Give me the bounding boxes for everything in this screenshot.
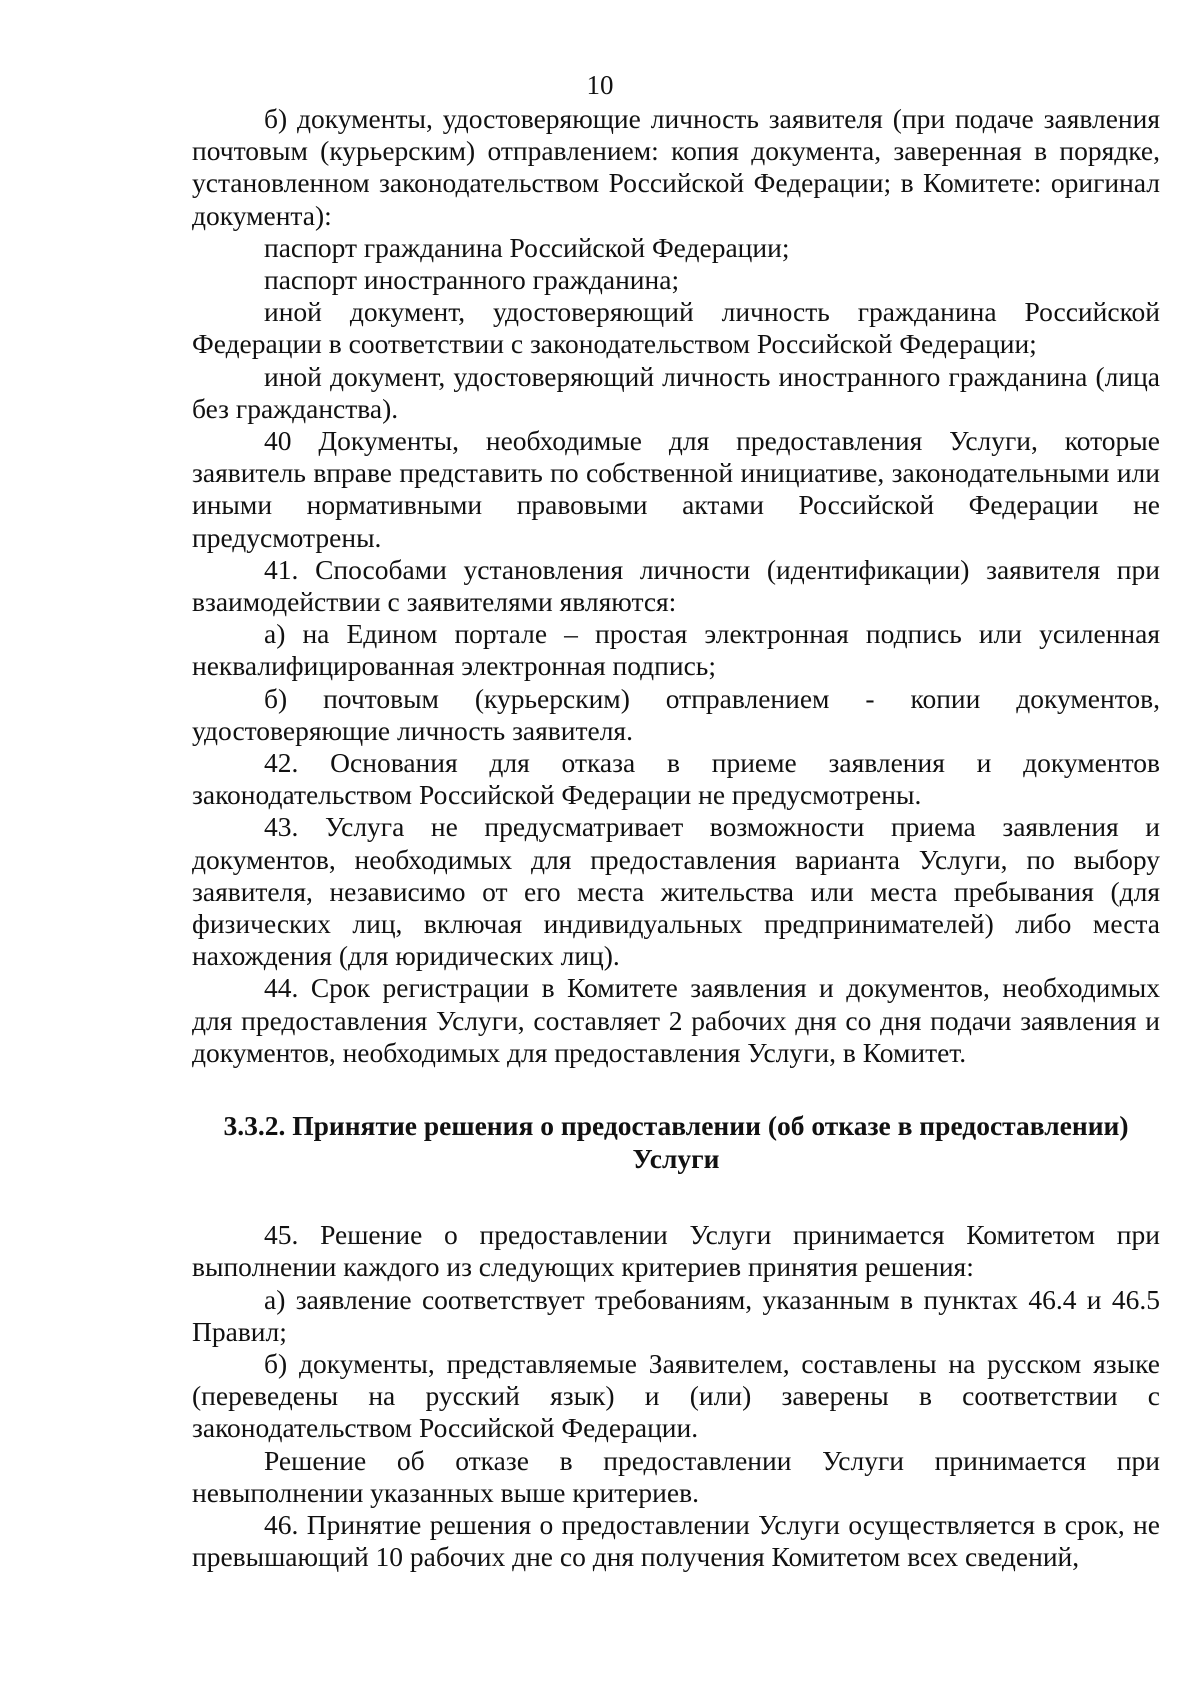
paragraph-46: 46. Принятие решения о предоставлении Услуги осуществляется в срок, не превышающий 10 рабочих дне со дня получения Комитетом всех сведений, xyxy=(192,1508,1160,1573)
paragraph-44: 44. Срок регистрации в Комитете заявления и документов, необходимых для предоставления Услуги, составляет 2 рабочих дня со дня подачи заявления и документов, необходимых для предоставления Услуги, в Комитет. xyxy=(192,972,1160,1068)
paragraph-45: 45. Решение о предоставлении Услуги принимается Комитетом при выполнении каждого из следующих критериев принятия решения: xyxy=(192,1219,1160,1283)
paragraph-40: 40 Документы, необходимые для предоставления Услуги, которые заявитель вправе представить по собственной инициативе, законодательными или иными нормативными правовыми актами Российской Федерации не предусмотрены. xyxy=(192,425,1160,553)
paragraph-identity-documents: б) документы, удостоверяющие личность заявителя (при подаче заявления почтовым (курьерским) отправлением: копия документа, заверенная в порядке, установленном законодательством Российской Федерации; в Комитете: оригинал документа): xyxy=(192,103,1160,231)
paragraph-45-a: а) заявление соответствует требованиям, указанным в пунктах 46.4 и 46.5 Правил; xyxy=(192,1283,1160,1347)
paragraph-45-b: б) документы, представляемые Заявителем, составлены на русском языке (переведены на русский язык) и (или) заверены в соответствии с законодательством Российской Федерации. xyxy=(192,1347,1160,1444)
paragraph-41-a: а) на Едином портале – простая электронная подпись или усиленная неквалифицированная электронная подпись; xyxy=(192,618,1160,682)
list-item-other-rf-document: иной документ, удостоверяющий личность гражданина Российской Федерации в соответствии с законодательством Российской Федерации; xyxy=(192,296,1160,360)
paragraph-42: 42. Основания для отказа в приеме заявления и документов законодательством Российской Федерации не предусмотрены. xyxy=(192,747,1160,811)
list-item-rf-passport: паспорт гражданина Российской Федерации; xyxy=(264,231,790,263)
paragraph-refusal-decision: Решение об отказе в предоставлении Услуги принимается при невыполнении указанных выше критериев. xyxy=(192,1444,1160,1508)
paragraph-41-b: б) почтовым (курьерским) отправлением - копии документов, удостоверяющие личность заявителя. xyxy=(192,682,1160,746)
list-item-other-foreign-document: иной документ, удостоверяющий личность иностранного гражданина (лица без гражданства). xyxy=(192,360,1160,424)
document-body xyxy=(192,103,1160,1573)
section-heading: 3.3.2. Принятие решения о предоставлении (об отказе в предоставлении) Услуги xyxy=(223,1110,1129,1175)
paragraph-43: 43. Услуга не предусматривает возможности приема заявления и документов, необходимых для предоставления варианта Услуги, по выбору заявителя, независимо от его места жительства или места пребывания (для физических лиц, включая индивидуальных предпринимателей) либо места нахождения (для юридических лиц). xyxy=(192,811,1160,972)
list-item-foreign-passport: паспорт иностранного гражданина; xyxy=(264,264,680,296)
paragraph-41: 41. Способами установления личности (идентификации) заявителя при взаимодействии с заявителями являются: xyxy=(192,553,1160,618)
page-number: 10 xyxy=(586,70,614,100)
